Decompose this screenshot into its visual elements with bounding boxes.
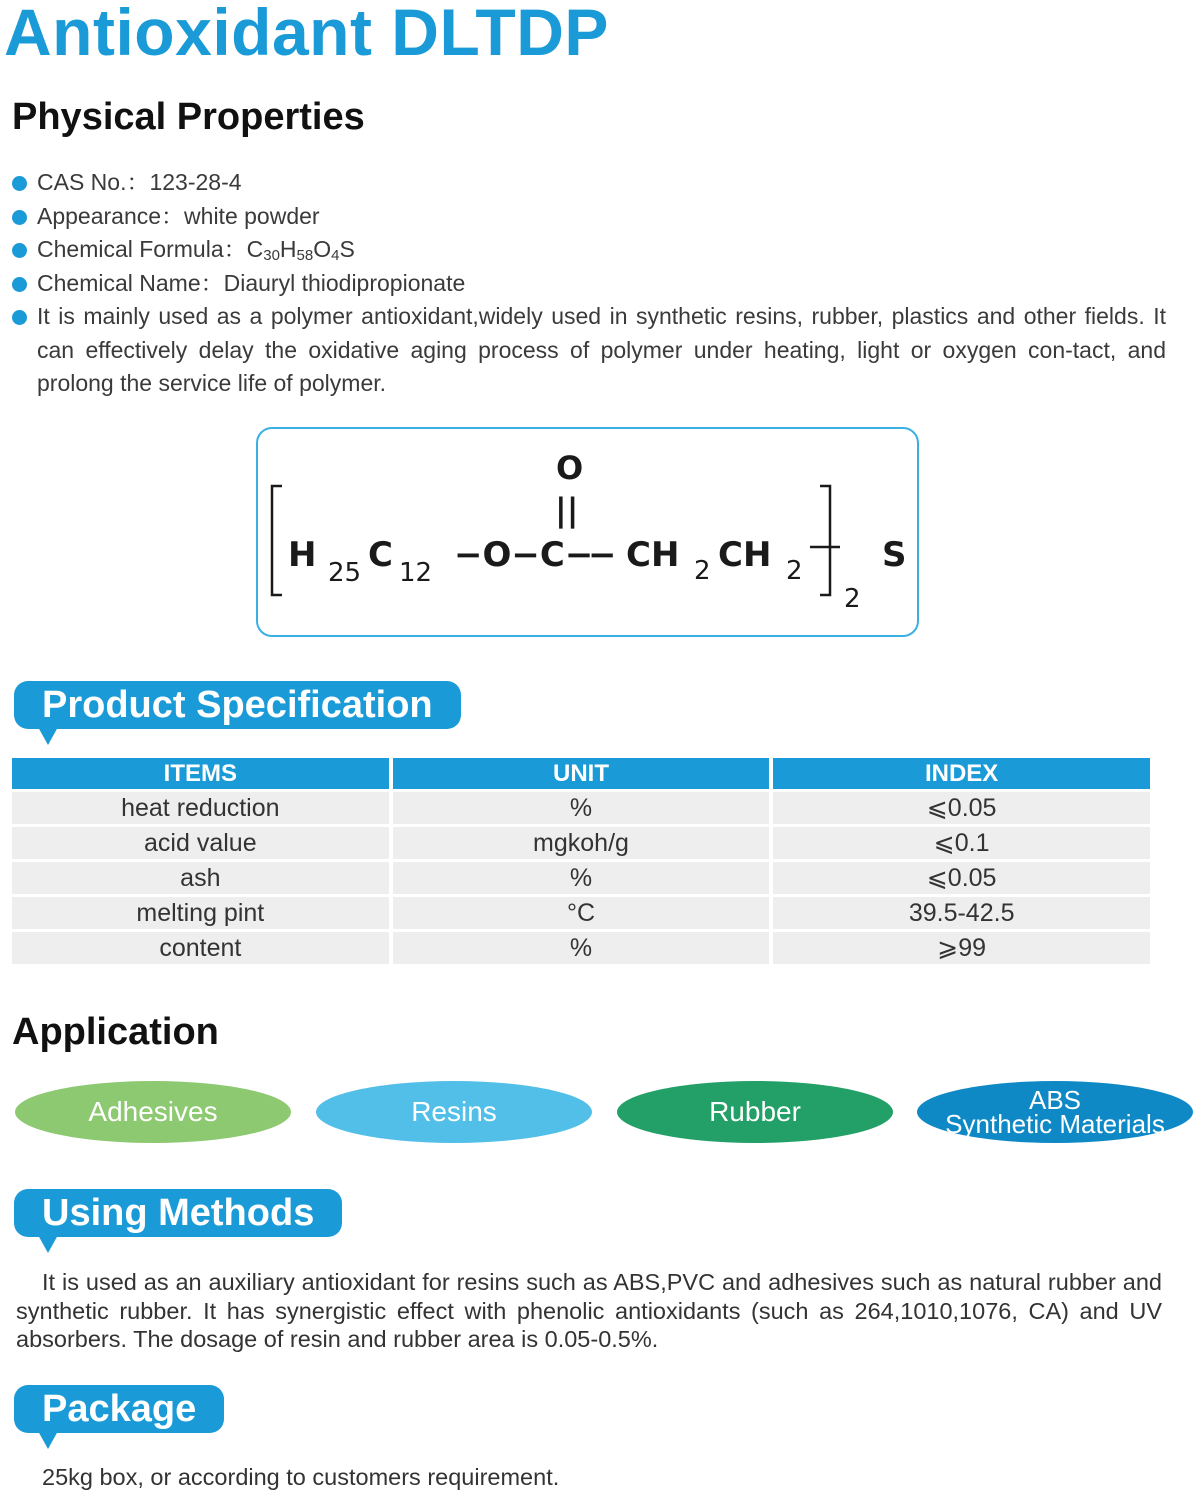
application-resins: Resins bbox=[316, 1081, 592, 1143]
struct-ch2-b: CH bbox=[718, 535, 772, 575]
bullet-icon bbox=[12, 176, 27, 191]
chemical-formula: $C_{30}H_{58}O_4S$ bbox=[246, 236, 355, 264]
table-row bbox=[12, 827, 1150, 859]
struct-double-bond: || bbox=[555, 491, 579, 529]
table-cell: % bbox=[393, 862, 770, 894]
table-cell: 39.5-42.5 bbox=[773, 897, 1150, 929]
physical-properties-list bbox=[12, 166, 1166, 401]
structure-drawing bbox=[258, 429, 921, 639]
struct-s: S bbox=[882, 535, 907, 575]
struct-c-sub: 12 bbox=[399, 558, 433, 588]
application-rubber: Rubber bbox=[617, 1081, 893, 1143]
list-item bbox=[12, 233, 1166, 267]
column-header-items: ITEMS bbox=[12, 758, 389, 789]
struct-h-sub: 25 bbox=[328, 558, 362, 588]
formula-label: Chemical Formula： bbox=[37, 236, 247, 262]
product-specification-heading bbox=[14, 681, 461, 729]
table-cell: melting pint bbox=[12, 897, 389, 929]
table-cell: heat reduction bbox=[12, 792, 389, 824]
badge-tail bbox=[38, 727, 58, 745]
list-item bbox=[12, 200, 1166, 234]
struct-o-top: O bbox=[556, 449, 584, 487]
package-label: Package bbox=[42, 1388, 197, 1430]
using-methods-heading bbox=[14, 1189, 342, 1237]
list-item bbox=[12, 267, 1166, 301]
right-bracket bbox=[820, 486, 830, 595]
bullet-icon bbox=[12, 277, 27, 292]
table-header-row bbox=[12, 758, 1150, 789]
application-adhesives: Adhesives bbox=[15, 1081, 291, 1143]
table-row bbox=[12, 897, 1150, 929]
page-title: Antioxidant DLTDP bbox=[4, 0, 609, 69]
table-cell: ⩾99 bbox=[773, 932, 1150, 964]
table-cell: °C bbox=[393, 897, 770, 929]
table-cell: mgkoh/g bbox=[393, 827, 770, 859]
struct-c: C bbox=[368, 535, 393, 575]
chemical-name: Chemical Name：Diauryl thiodipropionate bbox=[37, 269, 466, 296]
struct-ester: −O−C− bbox=[454, 535, 594, 575]
using-methods-label: Using Methods bbox=[42, 1192, 315, 1234]
cas-number: CAS No.：123-28-4 bbox=[37, 169, 242, 195]
table-cell: ⩽0.05 bbox=[773, 862, 1150, 894]
specification-table bbox=[8, 755, 1154, 967]
list-item bbox=[12, 300, 1166, 401]
structural-formula bbox=[256, 427, 919, 637]
table-cell: ⩽0.1 bbox=[773, 827, 1150, 859]
product-specification-label: Product Specification bbox=[42, 684, 433, 726]
struct-outer-sub: 2 bbox=[844, 584, 861, 614]
struct-h: H bbox=[288, 535, 317, 575]
application-abs-synthetic: ABS Synthetic Materials bbox=[917, 1081, 1193, 1143]
package-text: 25kg box, or according to customers requirement. bbox=[42, 1464, 560, 1490]
left-bracket bbox=[272, 486, 282, 595]
list-item bbox=[12, 166, 1166, 200]
table-cell: ⩽0.05 bbox=[773, 792, 1150, 824]
struct-ch2-b-sub: 2 bbox=[786, 556, 803, 586]
column-header-index: INDEX bbox=[773, 758, 1150, 789]
bullet-icon bbox=[12, 310, 27, 325]
table-cell: % bbox=[393, 792, 770, 824]
struct-ch2-a: CH bbox=[626, 535, 680, 575]
table-cell: acid value bbox=[12, 827, 389, 859]
struct-dash: − bbox=[588, 535, 617, 575]
application-heading: Application bbox=[12, 1011, 219, 1053]
usage-description: It is mainly used as a polymer antioxidant,widely used in synthetic resins, rubber, plastics and other fields. It can effectively delay the oxidative aging process of polymer under heating, light or oxygen con-tact, and prolong the service life of polymer. bbox=[37, 303, 1166, 396]
physical-properties-heading: Physical Properties bbox=[12, 96, 365, 138]
appearance: Appearance：white powder bbox=[37, 202, 320, 229]
table-row bbox=[12, 862, 1150, 894]
table-cell: content bbox=[12, 932, 389, 964]
struct-ch2-a-sub: 2 bbox=[694, 556, 711, 586]
table-row bbox=[12, 792, 1150, 824]
bullet-icon bbox=[12, 243, 27, 258]
badge-tail bbox=[38, 1431, 58, 1449]
table-cell: % bbox=[393, 932, 770, 964]
badge-tail bbox=[38, 1235, 58, 1253]
column-header-unit: UNIT bbox=[393, 758, 770, 789]
package-heading bbox=[14, 1385, 224, 1433]
bullet-icon bbox=[12, 210, 27, 225]
table-cell: ash bbox=[12, 862, 389, 894]
table-row bbox=[12, 932, 1150, 964]
using-methods-text: It is used as an auxiliary antioxidant for resins such as ABS,PVC and adhesives such as natural rubber and synthetic rubber. It has synergistic effect with phenolic antioxidants (such as 264,1010,1076, CA) and UV absorbers. The dosage of resin and rubber area is 0.05-0.5%. bbox=[16, 1269, 1162, 1352]
